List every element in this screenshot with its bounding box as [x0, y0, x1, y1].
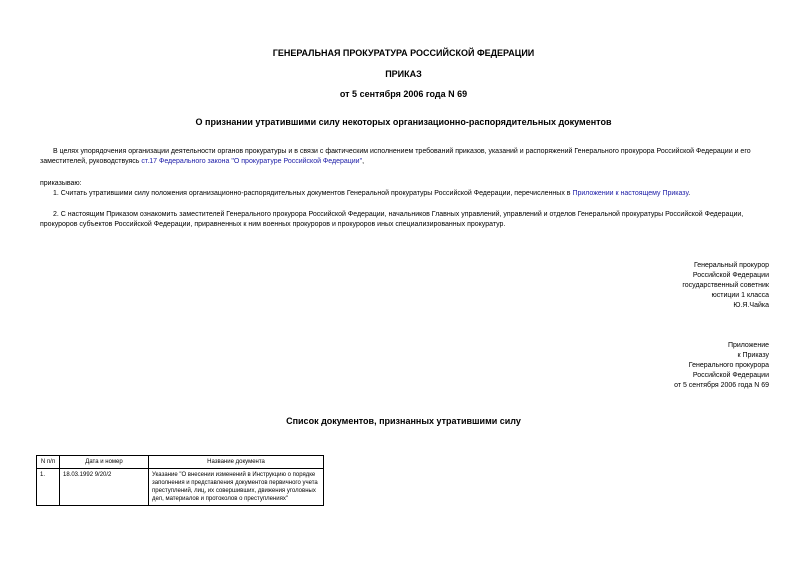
- documents-table: [36, 455, 324, 506]
- order-word: приказываю:: [40, 180, 82, 187]
- org-title: ГЕНЕРАЛЬНАЯ ПРОКУРАТУРА РОССИЙСКОЙ ФЕДЕРАЦИИ: [272, 48, 535, 58]
- intro-end: ,: [362, 158, 365, 165]
- doc-subject: О признании утратившими силу некоторых организационно-распорядительных документов: [195, 117, 612, 127]
- item-1: [53, 189, 773, 199]
- appendix-link[interactable]: Приложении к настоящему Приказу: [572, 190, 689, 197]
- item-1-end: .: [688, 190, 691, 197]
- table-header-row: [37, 456, 324, 469]
- table-row: [37, 469, 324, 506]
- appendix-line: Российской Федерации: [692, 372, 769, 379]
- signature-name: Ю.Я.Чайка: [733, 302, 769, 309]
- law-link[interactable]: ст.17 Федерального закона "О прокуратуре Российской Федерации": [141, 158, 363, 165]
- signature-line: Генеральный прокурор: [693, 262, 769, 269]
- appendix-line: Генерального прокурора: [688, 362, 769, 369]
- appendix-line: к Приказу: [737, 352, 769, 359]
- signature-line: государственный советник: [682, 282, 769, 289]
- signature-block: [682, 261, 769, 311]
- item-1-text: 1. Считать утратившими силу положения организационно-распорядительных документов Генеральной прокуратуры Российской Федерации, перечисленных в: [53, 190, 573, 197]
- row-name: Указание "О внесении изменений в Инструкцию о порядке заполнения и представления документов первичного учета преступлений, лиц, их совершивших, движения уголовных дел, материалов и протоколов о преступлениях": [149, 469, 324, 506]
- item-2: 2. С настоящим Приказом ознакомить заместителей Генерального прокурора Российской Федерации, начальников Главных управлений, управлений и отделов Генеральной прокуратуры Российской Федерации, прокуроров субъектов Российской Федерации, приравненных к ним военных прокуроров и прокуроров иных специализированных прокуратур.: [40, 211, 744, 228]
- doc-type: ПРИКАЗ: [385, 69, 422, 79]
- row-num: 1.: [37, 469, 60, 506]
- appendix-line: от 5 сентября 2006 года N 69: [674, 382, 769, 389]
- col-date-header: Дата и номер: [60, 456, 149, 469]
- appendix-block: [674, 341, 769, 391]
- list-title: Список документов, признанных утратившими силу: [286, 416, 521, 426]
- doc-date: от 5 сентября 2006 года N 69: [339, 89, 468, 99]
- appendix-line: Приложение: [727, 342, 769, 349]
- intro-text: В целях упорядочения организации деятельности органов прокуратуры и в связи с фактическим исполнением требований приказов, указаний и распоряжений Генерального прокурора Российской Федерации и его заместителей, руководствуясь: [40, 148, 751, 165]
- signature-line: юстиции 1 класса: [711, 292, 769, 299]
- row-date: 18.03.1992 9/20/2: [60, 469, 149, 506]
- col-name-header: Название документа: [149, 456, 324, 469]
- signature-line: Российской Федерации: [692, 272, 769, 279]
- col-num-header: N п/п: [37, 456, 60, 469]
- intro-paragraph: [40, 147, 772, 167]
